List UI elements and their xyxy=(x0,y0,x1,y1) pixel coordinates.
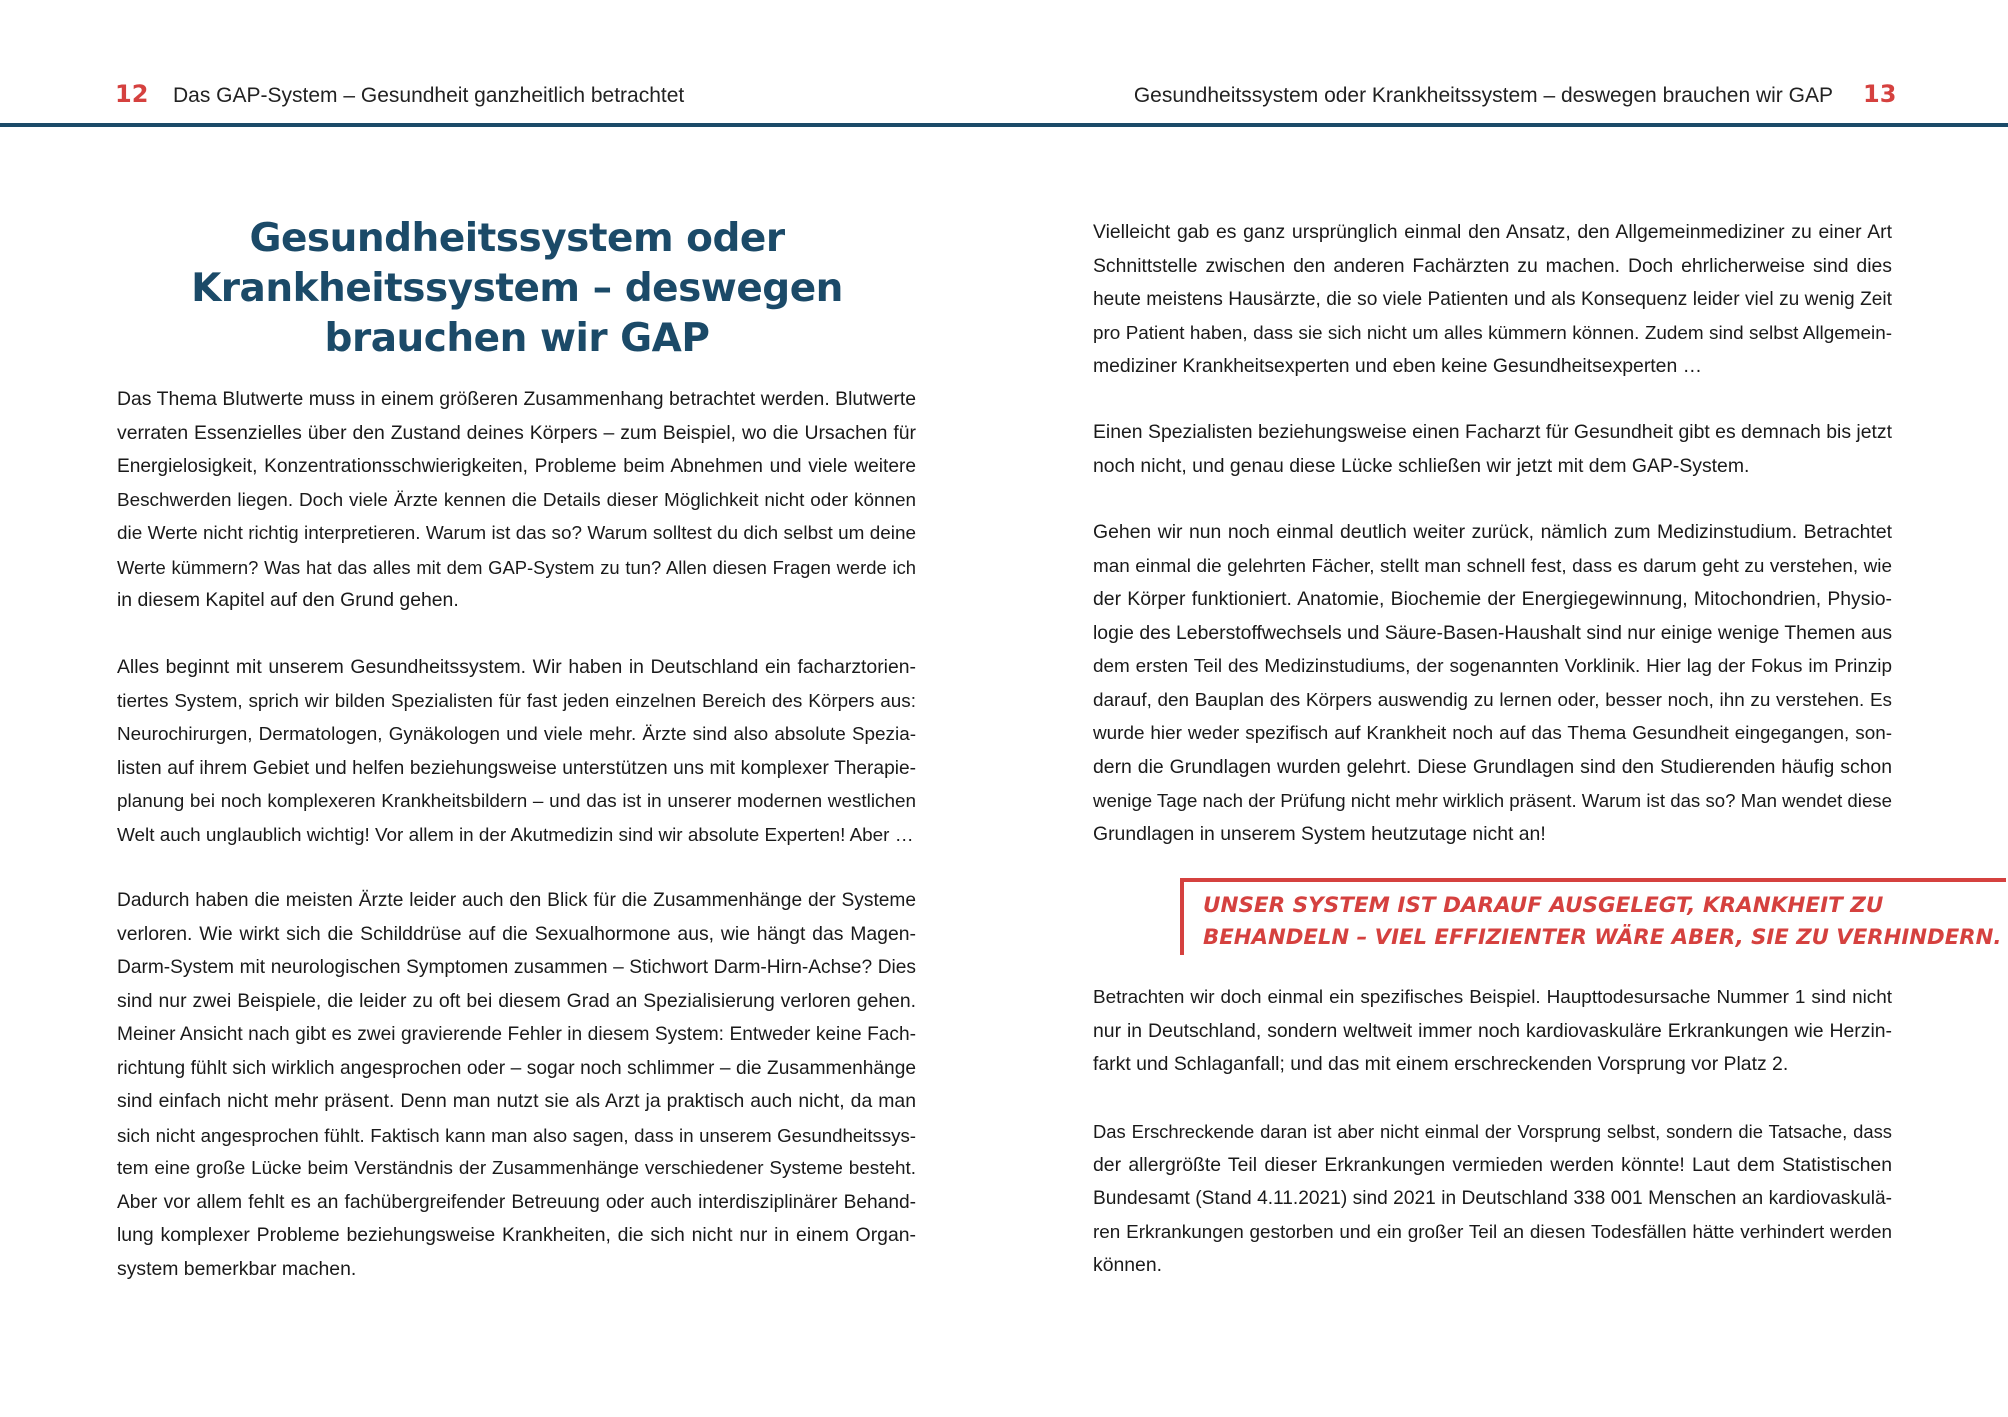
chapter-title xyxy=(117,214,917,364)
text-line: Werte kümmern? Was hat das alles mit dem GAP-System zu tun? Allen diesen Fragen werde ich xyxy=(117,556,916,578)
left-running-title: Das GAP-System – Gesundheit ganzheitlich betrachtet xyxy=(173,84,685,107)
text-line: pro Patient haben, dass sie sich nicht um alles kümmern können. Zudem sind selbst Allgemein- xyxy=(1093,322,1892,344)
chapter-title-line: Krankheitssystem – deswegen xyxy=(191,266,843,311)
text-line: Aber vor allem fehlt es an fachübergreifender Betreuung oder auch interdisziplinärer Behand- xyxy=(117,1191,916,1213)
right-paragraph-1 xyxy=(1093,216,1892,384)
text-line: verloren. Wie wirkt sich die Schilddrüse auf die Sexualhormone aus, wie hängt das Magen- xyxy=(117,922,916,945)
text-line: man einmal die gelehrten Fächer, stellt man schnell fest, dass es darum geht zu verstehen, wie xyxy=(1093,555,1892,577)
text-line: Meiner Ansicht nach gibt es zwei gravierende Fehler in diesem System: Entweder keine Fach- xyxy=(117,1024,916,1045)
text-line: ren Erkrankungen gestorben und ein großer Teil an diesen Todesfällen hätte verhindert werden xyxy=(1093,1221,1892,1243)
text-line: Vielleicht gab es ganz ursprünglich einmal den Ansatz, den Allgemeinmediziner zu einer Art xyxy=(1093,221,1892,243)
running-header xyxy=(0,0,2008,128)
text-line: planung bei noch komplexeren Krankheitsbildern – und das ist in unserer modernen westlichen xyxy=(117,791,916,812)
text-line: dern die Grundlagen wurden gelehrt. Diese Grundlagen sind den Studierenden häufig schon xyxy=(1093,755,1892,778)
left-paragraph-3 xyxy=(117,884,916,1286)
text-line: system bemerkbar machen. xyxy=(117,1257,357,1280)
text-line: Bundesamt (Stand 4.11.2021) sind 2021 in Deutschland 338 001 Menschen an kardiovaskulä- xyxy=(1093,1188,1892,1209)
text-line: Energielosigkeit, Konzentrationsschwierigkeiten, Probleme beim Abnehmen und viele weitere xyxy=(117,456,916,477)
left-paragraph-2 xyxy=(117,651,916,852)
text-line: logie des Leberstoffwechsels und Säure-Basen-Haushalt sind nur einige wenige Themen aus xyxy=(1093,621,1893,644)
text-line: Einen Spezialisten beziehungsweise einen Facharzt für Gesundheit gibt es demnach bis jetzt xyxy=(1093,421,1892,443)
text-line: tem eine große Lücke beim Verständnis der Zusammenhänge verschiedener Systeme besteht. xyxy=(117,1158,916,1179)
pull-quote-line: BEHANDELN – VIEL EFFIZIENTER WÄRE ABER, SIE ZU VERHINDERN. xyxy=(1203,925,2002,950)
text-line: Betrachten wir doch einmal ein spezifisches Beispiel. Haupttodesursache Nummer 1 sind nicht xyxy=(1093,987,1892,1008)
text-line: richtung fühlt sich wirklich angesprochen oder – sogar noch schlimmer – die Zusammenhänge xyxy=(117,1057,916,1079)
text-line: nur in Deutschland, sondern weltweit immer noch kardiovaskuläre Erkrankungen wie Herzin- xyxy=(1093,1019,1892,1042)
text-line: sind einfach nicht mehr präsent. Denn man nutzt sie als Arzt ja praktisch auch nicht, da man xyxy=(117,1090,916,1112)
text-line: sich nicht angesprochen fühlt. Faktisch kann man also sagen, dass in unserem Gesundheitssys- xyxy=(117,1124,916,1146)
text-line: wenige Tage nach der Prüfung nicht mehr wirklich präsent. Warum ist das so? Man wendet diese xyxy=(1093,790,1892,811)
chapter-title-line: brauchen wir GAP xyxy=(324,316,710,361)
right-running-title: Gesundheitssystem oder Krankheitssystem – deswegen brauchen wir GAP xyxy=(1133,84,1833,107)
text-line: in diesem Kapitel auf den Grund gehen. xyxy=(117,589,459,611)
text-line: die Werte nicht richtig interpretieren. Warum ist das so? Warum solltest du dich selbst um deine xyxy=(117,523,916,544)
right-paragraph-5 xyxy=(1093,1115,1892,1283)
left-paragraph-1 xyxy=(117,383,916,618)
text-line: noch nicht, und genau diese Lücke schließen wir jetzt mit dem GAP-System. xyxy=(1093,454,1750,477)
pull-quote-left-border xyxy=(1180,878,1184,955)
text-line: Das Thema Blutwerte muss in einem größeren Zusammenhang betrachtet werden. Blutwerte xyxy=(117,388,916,410)
pull-quote-top-border xyxy=(1180,878,2006,882)
pull-quote-text xyxy=(1203,890,2002,954)
text-line: wurde hier weder spezifisch auf Krankheit noch auf das Thema Gesundheit eingegangen, son- xyxy=(1093,723,1892,744)
text-line: Gehen wir nun noch einmal deutlich weiter zurück, nämlich zum Medizinstudium. Betrachtet xyxy=(1093,521,1892,543)
text-line: listen auf ihrem Gebiet und helfen beziehungsweise unterstützen uns mit komplexer Therapie- xyxy=(117,757,916,779)
text-line: Beschwerden liegen. Doch viele Ärzte kennen die Details dieser Möglichkeit nicht oder können xyxy=(117,489,916,511)
text-line: der Körper funktioniert. Anatomie, Biochemie der Energiegewinnung, Mitochondrien, Physio- xyxy=(1093,588,1892,610)
text-line: Dadurch haben die meisten Ärzte leider auch den Blick für die Zusammenhänge der Systeme xyxy=(117,890,916,911)
text-line: Darm-System mit neurologischen Symptomen zusammen – Stichwort Darm-Hirn-Achse? Dies xyxy=(117,957,916,978)
text-line: mediziner Krankheitsexperten und eben keine Gesundheitsexperten … xyxy=(1093,355,1703,377)
header-rule xyxy=(0,123,2008,127)
text-line: Grundlagen in unserem System heutzutage nicht an! xyxy=(1093,822,1546,845)
text-line: Alles beginnt mit unserem Gesundheitssystem. Wir haben in Deutschland ein facharztorien- xyxy=(117,656,916,678)
right-page-number: 13 xyxy=(1863,80,1897,108)
text-line: Welt auch unglaublich wichtig! Vor allem in der Akutmedizin sind wir absolute Experten! Aber … xyxy=(117,824,914,846)
text-line: dem ersten Teil des Medizinstudiums, der sogenannten Vorklinik. Hier lag der Fokus im Prinzip xyxy=(1093,656,1892,677)
right-paragraph-3 xyxy=(1093,516,1892,851)
text-line: farkt und Schlaganfall; und das mit einem erschreckenden Vorsprung vor Platz 2. xyxy=(1093,1053,1789,1075)
text-line: Das Erschreckende daran ist aber nicht einmal der Vorsprung selbst, sondern die Tatsache, dass xyxy=(1093,1121,1892,1142)
text-line: der allergrößte Teil dieser Erkrankungen vermieden werden könnte! Laut dem Statistischen xyxy=(1093,1153,1892,1176)
text-line: darauf, den Bauplan des Körpers auswendig zu lernen oder, besser noch, ihn zu verstehen. Es xyxy=(1093,689,1892,711)
pull-quote xyxy=(1180,878,2006,955)
text-line: verraten Essenzielles über den Zustand deines Körpers – zum Beispiel, wo die Ursachen für xyxy=(117,421,916,444)
text-line: können. xyxy=(1093,1254,1163,1276)
left-page-number: 12 xyxy=(115,80,149,108)
text-line: tiertes System, sprich wir bilden Spezialisten für fast jeden einzelnen Bereich des Körpers aus: xyxy=(117,690,916,712)
right-paragraph-2 xyxy=(1093,416,1892,483)
text-line: Neurochirurgen, Dermatologen, Gynäkologen und viele mehr. Ärzte sind also absolute Spezia- xyxy=(117,724,916,745)
pull-quote-line: UNSER SYSTEM IST DARAUF AUSGELEGT, KRANKHEIT ZU xyxy=(1203,893,1884,918)
text-line: heute meistens Hausärzte, die so viele Patienten und als Konsequenz leider viel zu wenig Zeit xyxy=(1093,289,1892,310)
text-line: sind nur zwei Beispiele, die leider zu oft bei diesem Grad an Spezialisierung verloren gehen. xyxy=(117,989,916,1012)
text-line: lung komplexer Probleme beziehungsweise Krankheiten, die sich nicht nur in einem Organ- xyxy=(117,1224,916,1246)
chapter-title-line: Gesundheitssystem oder xyxy=(249,216,785,261)
text-line: Schnittstelle zwischen den anderen Fachärzten zu machen. Doch ehrlicherweise sind dies xyxy=(1093,254,1892,277)
right-paragraph-4 xyxy=(1093,981,1892,1082)
